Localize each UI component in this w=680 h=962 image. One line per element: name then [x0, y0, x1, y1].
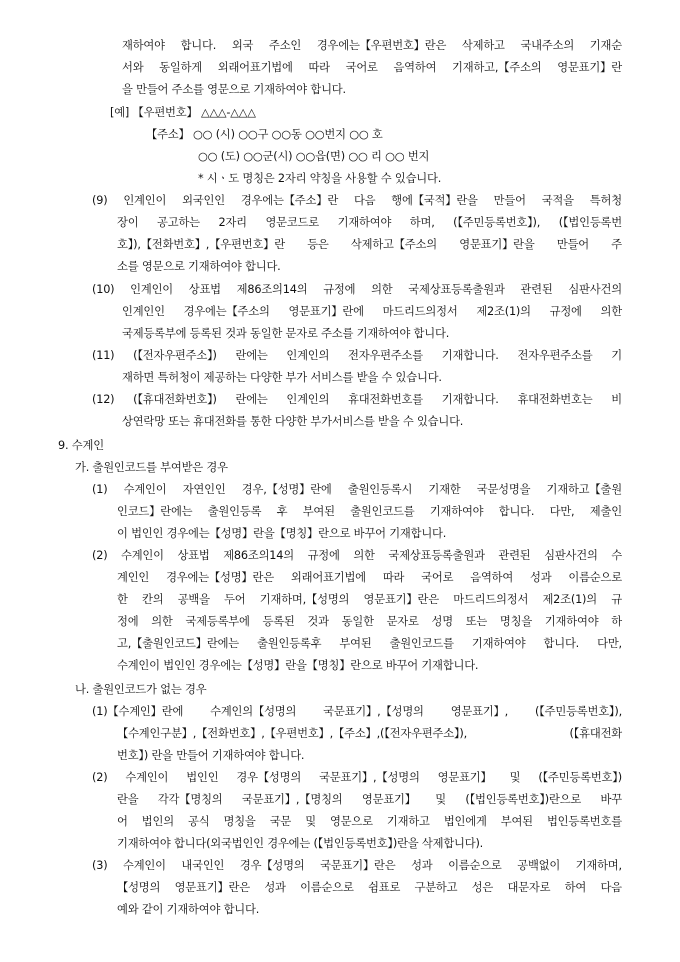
word: 및: [435, 793, 446, 806]
word: 후: [276, 505, 288, 518]
word: 국적을: [541, 194, 574, 207]
word: 경우에는【성명】란은: [166, 571, 274, 584]
word: 삭제하고【주소의: [350, 238, 437, 251]
word: 수계인의【성명의: [210, 705, 297, 718]
text-line: 번호】) 란을 만들어 기재하여야 합니다.: [117, 749, 305, 762]
word: 수: [611, 549, 622, 562]
word: (3): [92, 859, 108, 872]
text-line: [92, 194, 622, 208]
word: 외국인인: [182, 194, 225, 207]
word: (11): [92, 349, 115, 362]
section-heading: 9. 수계인: [58, 439, 104, 452]
word: 기재합니다.: [441, 349, 499, 362]
word: 합니다.: [543, 637, 580, 650]
word: 경우【성명의: [239, 859, 305, 872]
word: 제2조(1)의: [476, 305, 531, 318]
word: 다음: [353, 194, 376, 207]
text-line: [117, 793, 622, 807]
word: (【법인등록번: [558, 216, 622, 229]
word: 등은: [307, 238, 329, 251]
word: 국문성명을: [476, 483, 531, 496]
word: 출원인등록: [207, 505, 262, 518]
text-line: 재하면 특허청이 제공하는 다양한 부가 서비스를 받을 수 있습니다.: [122, 371, 442, 384]
word: 정에: [117, 615, 139, 628]
word: (12): [92, 393, 115, 406]
word: 전자우편주소를: [347, 349, 423, 362]
word: 구분하고: [414, 881, 458, 894]
text-line: [92, 705, 622, 719]
text-line: [117, 505, 622, 519]
word: 부여된: [500, 815, 533, 828]
word: 관련된: [498, 549, 531, 562]
word: 국문표기】란은: [320, 859, 396, 872]
word: 쉼표로: [368, 881, 401, 894]
word: 이름순으로: [300, 881, 354, 894]
word: (9): [92, 194, 108, 207]
word: 기재하여야: [429, 505, 484, 518]
word: 다음: [600, 881, 622, 894]
word: 바꾸: [600, 793, 622, 806]
word: 법인에게: [443, 815, 487, 828]
text-line: [122, 305, 622, 319]
word: (10): [92, 283, 115, 296]
word: 재하여야: [122, 39, 165, 52]
word: 영문표기】: [437, 771, 492, 784]
word: 마드리드의정서: [453, 593, 529, 606]
text-line: [117, 881, 622, 895]
text-line: 소를 영문으로 기재하여야 합니다.: [117, 260, 281, 273]
word: 기재하고【출원: [546, 483, 622, 496]
word: 영문표기】,: [450, 705, 509, 718]
word: (【전자우편주소】): [133, 349, 217, 362]
word: 영문으로: [329, 815, 373, 828]
text-line: 수계인이 법인인 경우에는【성명】란을【명칭】란으로 바꾸어 기재합니다.: [117, 659, 479, 672]
text-line: [117, 615, 622, 629]
word: 공식: [187, 815, 210, 828]
text-line: [117, 637, 622, 651]
word: (【휴대전화: [569, 727, 622, 740]
word: 비: [611, 393, 622, 406]
word: 이름순으로: [448, 859, 502, 872]
word: 제86조의14의: [236, 283, 308, 296]
text-line: [92, 349, 622, 363]
word: 하여: [564, 881, 587, 894]
text-line: [92, 393, 622, 407]
word: 외래어표기법에: [290, 571, 366, 584]
word: 호】),【전화번호】,【우편번호】란: [117, 238, 285, 251]
word: (1): [92, 483, 108, 496]
text-line: [예] 【우편번호】 △△△-△△△: [110, 106, 256, 119]
word: 만들어: [556, 238, 589, 251]
word: 명칭을: [223, 815, 256, 828]
word: 따라: [308, 61, 330, 74]
word: 행에【국적】란을: [391, 194, 478, 207]
word: 기재하고: [386, 815, 430, 828]
text-line: 이 법인인 경우에는【성명】란을【명칭】란으로 바꾸어 기재합니다.: [117, 527, 447, 540]
word: 심판사건의: [544, 549, 598, 562]
word: 마드리드의정서: [382, 305, 458, 318]
text-line: [117, 727, 622, 741]
word: 주: [611, 238, 622, 251]
word: 서와: [122, 61, 144, 74]
word: 명칭을: [499, 615, 533, 628]
word: 음역하여: [470, 571, 514, 584]
subsection-heading: 나. 출원인코드가 없는 경우: [75, 683, 207, 696]
word: (【주민등록번호】): [538, 771, 622, 784]
word: 성은: [471, 881, 494, 894]
word: 동일한: [341, 615, 374, 628]
word: 국제상표등록출원과: [408, 283, 505, 296]
word: 기재하여야: [337, 216, 392, 229]
word: 의한: [600, 305, 622, 318]
word: 두어: [224, 593, 246, 606]
word: 영문표기】란은: [363, 593, 439, 606]
word: 또는: [465, 615, 488, 628]
word: 규정에: [323, 283, 356, 296]
word: 특허청: [589, 194, 622, 207]
word: 성과: [411, 859, 433, 872]
word: 수계인이: [121, 549, 164, 562]
word: 만들어: [493, 194, 526, 207]
subsection-heading: 가. 출원인코드를 부여받은 경우: [75, 461, 228, 474]
word: 국문표기】,【성명의: [323, 705, 424, 718]
word: 경우에는【주소의: [183, 305, 270, 318]
text-line: ○○ (도) ○○군(시) ○○읍(면) ○○ 리 ○○ 번지: [198, 150, 430, 163]
word: 법인의: [141, 815, 174, 828]
word: 제출인: [589, 505, 622, 518]
word: 영문표기】란을: [459, 238, 535, 251]
word: 휴대전화번호는: [517, 393, 593, 406]
word: 성과: [264, 881, 286, 894]
text-line: [117, 593, 622, 607]
word: 부여된: [339, 637, 372, 650]
word: 음역하여: [393, 61, 437, 74]
text-line: 상연락망 또는 휴대전화를 통한 다양한 부가서비스를 받을 수 있습니다.: [122, 415, 464, 428]
word: 상표법: [177, 549, 210, 562]
word: 제2조(1)의: [542, 593, 597, 606]
text-line: [92, 771, 622, 785]
text-line: [92, 283, 622, 297]
word: 규정에: [549, 305, 582, 318]
text-line: [92, 483, 622, 497]
word: 국내주소의: [520, 39, 575, 52]
word: 성과: [530, 571, 552, 584]
word: 【수계인구분】,【전화번호】,【우편번호】,【주소】,(【전자우편주소】),: [117, 727, 468, 740]
word: 외국: [231, 39, 254, 52]
text-line: 국제등록부에 등록된 것과 동일한 문자로 주소를 기재하여야 합니다.: [122, 327, 450, 340]
word: 수계인이: [125, 771, 169, 784]
word: 공백없이: [517, 859, 561, 872]
word: 합니다.: [180, 39, 217, 52]
word: 상표법: [188, 283, 221, 296]
text-line: [122, 39, 622, 53]
word: 합니다.: [498, 505, 535, 518]
word: 대문자로: [507, 881, 551, 894]
text-line: [92, 859, 622, 873]
text-line: [117, 571, 622, 585]
word: 및: [509, 771, 521, 784]
word: 관련된: [520, 283, 553, 296]
word: 기: [611, 349, 622, 362]
text-line: 【주소】 ○○ (시) ○○구 ○○동 ○○번지 ○○ 호: [146, 128, 383, 141]
word: 경우에는【주소】란: [240, 194, 339, 207]
word: 인코드】란에는: [117, 505, 193, 518]
word: 란에는: [235, 393, 268, 406]
word: 따라: [382, 571, 405, 584]
word: 인계인이: [130, 283, 173, 296]
word: 기재하며,【성명의: [259, 593, 350, 606]
word: 하며,: [409, 216, 435, 229]
word: (【휴대전화번호】): [133, 393, 217, 406]
word: 인계인이: [123, 194, 167, 207]
word: (【주민등록번호】),: [535, 705, 622, 718]
word: 란에는: [235, 349, 268, 362]
word: 【성명의: [117, 881, 161, 894]
word: 법인인: [186, 771, 219, 784]
word: 출원인등록시: [347, 483, 413, 496]
word: 경우에는【우편번호】란은: [316, 39, 447, 52]
word: 자연인인: [182, 483, 226, 496]
word: 기재합니다.: [441, 393, 499, 406]
word: 공고하는: [157, 216, 200, 229]
word: 심판사건의: [568, 283, 622, 296]
text-line: [122, 61, 622, 75]
word: 한: [117, 593, 128, 606]
word: 국제등록부에: [185, 615, 250, 628]
word: (2): [92, 771, 108, 784]
word: 의한: [151, 615, 173, 628]
word: 수계인이: [123, 483, 167, 496]
word: 이름순으로: [568, 571, 622, 584]
text-line: 을 만들어 주소를 영문으로 기재하여야 합니다.: [122, 83, 346, 96]
word: 규: [611, 593, 622, 606]
word: 의한: [371, 283, 393, 296]
word: 동일하게: [159, 61, 203, 74]
word: 의한: [353, 549, 375, 562]
word: 인계인의: [286, 393, 330, 406]
text-line: [117, 815, 622, 829]
word: 어: [117, 815, 128, 828]
text-line: * 시ㆍ도 명칭은 2자리 약칭을 사용할 수 있습니다.: [198, 172, 442, 185]
word: 영문표기】: [361, 793, 416, 806]
word: 기재하고,【주소의: [452, 61, 542, 74]
word: 2자리: [218, 216, 247, 229]
word: 기재하며,: [575, 859, 622, 872]
word: 법인등록번호를: [546, 815, 622, 828]
word: 장이: [117, 216, 139, 229]
word: (2): [92, 549, 108, 562]
word: 하: [611, 615, 622, 628]
word: 국어로: [345, 61, 378, 74]
word: 영문코드로: [265, 216, 320, 229]
word: 수계인이: [122, 859, 166, 872]
word: 내국인인: [181, 859, 225, 872]
word: 외래어표기법에: [217, 61, 293, 74]
text-line: 예와 같이 기재하여야 합니다.: [117, 903, 260, 916]
word: 삭제하고: [461, 39, 505, 52]
word: 각각【명칭의: [157, 793, 223, 806]
word: 제86조의14의: [223, 549, 294, 562]
word: 영문표기】란에: [288, 305, 364, 318]
text-line: [117, 238, 622, 252]
word: 다만,: [549, 505, 575, 518]
word: 국문: [269, 815, 292, 828]
word: 계인인: [117, 571, 150, 584]
word: 경우,【성명】란에: [241, 483, 332, 496]
word: 영문표기】란은: [174, 881, 250, 894]
word: 출원인코드를: [350, 505, 415, 518]
word: 공백을: [177, 593, 210, 606]
word: 문자로: [386, 615, 419, 628]
text-line: [92, 549, 622, 563]
word: 란을: [117, 793, 139, 806]
word: (【법인등록번호】)란으로: [465, 793, 582, 806]
word: 부여된: [302, 505, 335, 518]
word: 칸의: [141, 593, 164, 606]
word: 인계인의: [286, 349, 330, 362]
word: 기재순: [589, 39, 622, 52]
text-line: [117, 216, 622, 230]
text-line: 기재하여야 합니다(외국법인인 경우에는 (【법인등록번호】)란을 삭제합니다).: [117, 837, 484, 850]
word: 출원인등록후: [257, 637, 322, 650]
word: 국제상표등록출원과: [388, 549, 485, 562]
word: 국문표기】,【성명의: [319, 771, 420, 784]
word: 다만,: [597, 637, 622, 650]
word: 규정에: [307, 549, 340, 562]
word: 및: [305, 815, 316, 828]
word: 기재하여야: [544, 615, 599, 628]
word: (【주민등록번호】),: [453, 216, 541, 229]
word: 성명: [431, 615, 453, 628]
word: 국문표기】,【명칭의: [241, 793, 343, 806]
word: 휴대전화번호를: [347, 393, 423, 406]
word: 출원인코드를: [389, 637, 454, 650]
word: 인계인인: [122, 305, 165, 318]
word: 영문표기】란: [557, 61, 622, 74]
word: 주소인: [268, 39, 302, 52]
word: 기재한: [428, 483, 461, 496]
word: 국어로: [421, 571, 454, 584]
word: 전자우편주소를: [517, 349, 593, 362]
word: (1)【수계인】란에: [92, 705, 184, 718]
word: 것과: [307, 615, 329, 628]
word: 기재하여야: [471, 637, 526, 650]
word: 등록된: [262, 615, 295, 628]
word: 고,【출원인코드】란에는: [117, 637, 240, 650]
word: 경우【성명의: [236, 771, 302, 784]
